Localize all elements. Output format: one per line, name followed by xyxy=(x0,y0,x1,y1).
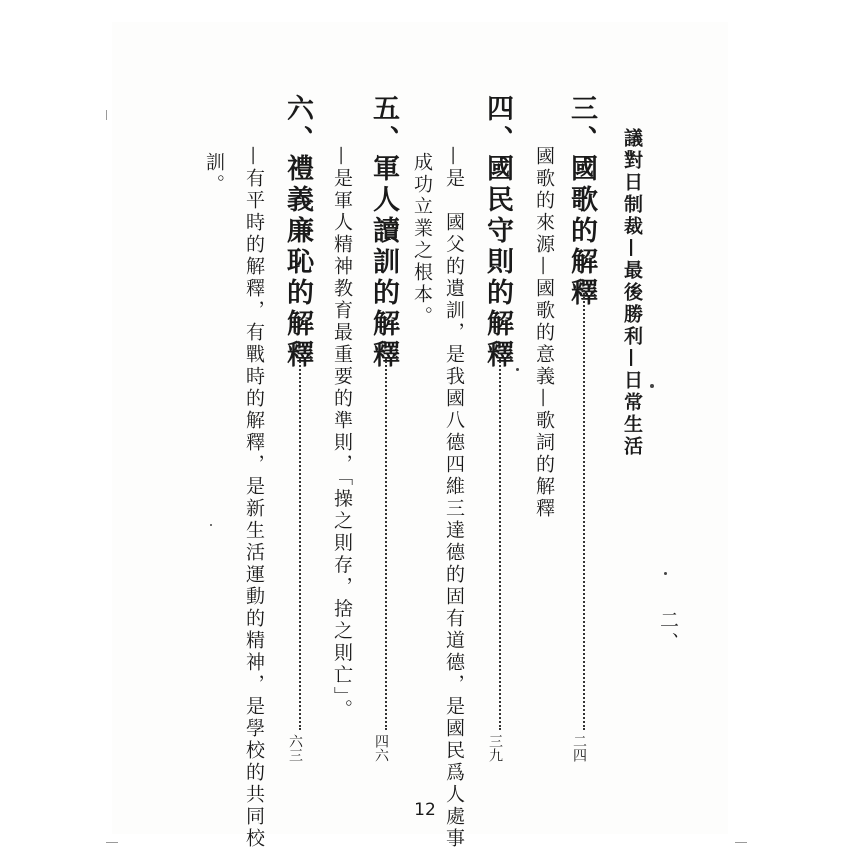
section-title: 禮義廉恥的解釋 xyxy=(282,154,313,371)
dot-leader xyxy=(583,290,585,730)
toc-page-number: 四六 xyxy=(373,734,389,762)
scan-speck xyxy=(210,524,212,526)
section-detail-line: 成功立業之根本。 xyxy=(411,152,433,328)
scan-speck xyxy=(516,368,519,371)
prev-item-line: 議對日制裁—最後勝利—日常生活 xyxy=(621,128,643,458)
section-detail-line: 訓。 xyxy=(203,152,225,196)
section-detail-line: 國歌的來源—國歌的意義—歌詞的解釋 xyxy=(533,146,555,520)
section-detail-line: —是軍人精神教育最重要的準則，「操之則存，捨之則亡」。 xyxy=(331,146,353,721)
section-number: 四、 xyxy=(482,94,513,156)
toc-page-number: 二四 xyxy=(571,734,587,762)
dot-leader xyxy=(299,358,301,730)
scan-speck xyxy=(664,572,667,575)
section-number: 三、 xyxy=(566,94,597,156)
toc-page-number: 三九 xyxy=(487,734,503,762)
dot-leader xyxy=(499,358,501,730)
section-detail-line: —有平時的解釋，有戰時的解釋，是新生活運動的精神，是學校的共同校 xyxy=(243,146,265,850)
section-title: 軍人讀訓的解釋 xyxy=(368,154,399,371)
toc-page-number: 六三 xyxy=(287,734,303,762)
crop-mark xyxy=(735,842,747,843)
crop-mark xyxy=(106,842,118,843)
page-number: 12 xyxy=(414,800,436,820)
dot-leader xyxy=(385,358,387,730)
section-detail-line: —是 國父的遺訓，是我國八德四維三達德的固有道德，是國民爲人處事 xyxy=(443,146,465,850)
scan-speck xyxy=(650,384,654,388)
section-title: 國民守則的解釋 xyxy=(482,154,513,371)
section-number: 五、 xyxy=(368,94,399,156)
section-number: 六、 xyxy=(282,94,313,156)
section-title: 國歌的解釋 xyxy=(566,154,597,309)
margin-note: 二、 xyxy=(657,610,679,654)
crop-mark xyxy=(106,110,107,120)
